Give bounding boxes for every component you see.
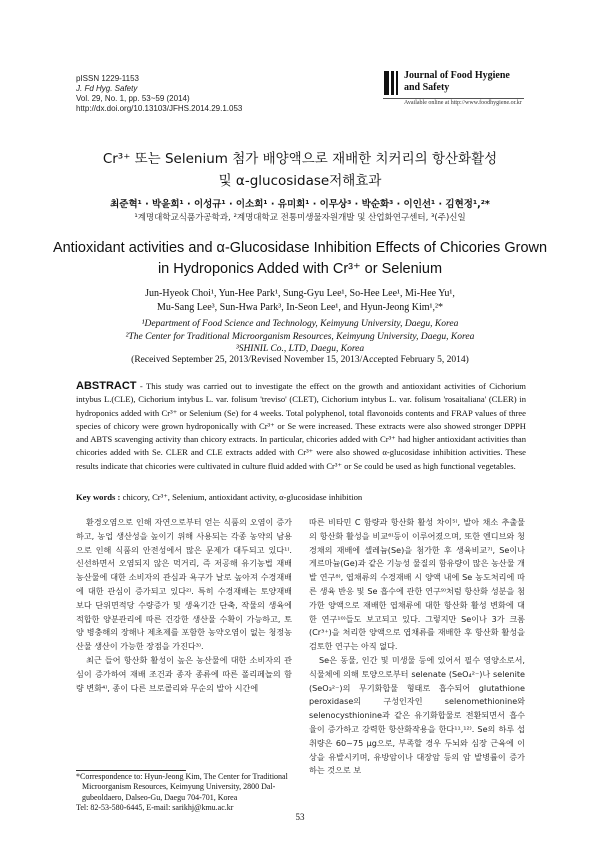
english-affiliations: ¹Department of Food Science and Technology, Keimyung University, Daegu, Korea ²The Center for Traditional Microorganism Resources, Keimyung University, Daegu, Korea ³SHINIL Co., LTD, Daegu, Korea [125,319,475,354]
english-authors: Jun-Hyeok Choi¹, Yun-Hee Park¹, Sung-Gyu Lee¹, So-Hee Lee¹, Mi-Hee Yu¹, Mu-Sang Lee³, Sun-Hwa Park³, In-Seon Lee¹, and Hyun-Jeong Kim¹,²* [145,288,455,313]
volume-info: Vol. 29, No. 1, pp. 53~59 (2014) [76,94,190,103]
keywords-label: Key words : [76,492,121,502]
right-column [309,516,525,778]
journal-logo-icon [383,69,400,97]
received-dates: (Received September 25, 2013/Revised November 15, 2013/Accepted February 5, 2014) [131,355,469,365]
journal-abbrev: J. Fd Hyg. Safety [76,84,138,93]
doi-link[interactable]: http://dx.doi.org/10.13103/JFHS.2014.29.1.053 [76,104,243,113]
abstract [76,380,526,473]
journal-rule [383,98,524,99]
body-paragraph: Se은 동물, 인간 및 미생물 등에 있어서 필수 영양소로서, 식물체에 의해 토양으로부터 selenate (SeO₄²⁻)나 selenite (SeO₃²⁻)의 무기화합물 형태로 흡수되어 glutathione peroxidase의 구성인자인 selenomethionine와 selenocysthionine과 같은 유기화합물로 전환되면서 흡수율이 증가하고 강력한 항산화작용을 한다¹¹,¹²⁾. Se의 하루 섭취량은 60~75 μg으로, 부족할 경우 두뇌와 심장 근육에 이상을 유발시키며, 유방암이나 대장암 등의 암 발병률이 증가하는 것으로 보 [309,654,525,776]
keywords-text: chicory, Cr³⁺, Selenium, antioxidant activity, α-glucosidase inhibition [122,492,363,502]
abstract-heading: ABSTRACT [76,380,137,392]
korean-authors: 최준혁¹ · 박윤희¹ · 이성규¹ · 이소희¹ · 유미희¹ · 이무상³ · 박순화³ · 이인선¹ · 김현정¹,²* [110,199,490,210]
body-paragraph: 최근 들어 항산화 활성이 높은 농산물에 대한 소비자의 관심이 증가하여 재배 조건과 종자 종류에 따른 폴리페놀의 함량 변화⁴⁾, 종이 다른 브로콜리와 무순의 발아 시간에 [76,654,292,693]
english-title: Antioxidant activities and α-Glucosidase Inhibition Effects of Chicories Grown in Hydroponics Added with Cr³⁺ or Selenium [52,240,548,277]
body-paragraph: 환경오염으로 인해 자연으로부터 얻는 식품의 오염이 증가하고, 농업 생산성을 높이기 위해 사용되는 각종 농약의 남용으로 인해 식품의 안전성에서 많은 문제가 대두되고 있다¹⁾. 신선하면서 오염되지 않은 먹거리, 즉 저공해 유기농법 재배농산물에 대한 소비자의 관심과 욕구가 날로 높아져 수경재배에 대한 관심이 증가되고 있다²⁾. 특히 수경재배는 토양재배 보다 단위면적당 수량증가 및 생육기간 단축, 작물의 생육에 적합한 양분관리에 따른 건강한 생산물 수확이 가능하고, 토양 병충해의 장해나 제초제를 포함한 농약오염이 없는 청정농산물 생산이 가능한 장점을 가진다³⁾. [76,517,292,652]
korean-affiliations: ¹계명대학교식품가공학과, ²계명대학교 전통미생물자원개발 및 산업화연구센터, ³(주)신일 [134,213,466,223]
journal-title: Journal of Food Hygiene and Safety [404,70,510,93]
left-column [76,516,292,695]
body-paragraph: 따른 비타민 C 함량과 항산화 활성 차이⁵⁾, 발아 채소 추출물의 항산화 활성을 비교⁶⁾등이 이루어졌으며, 또한 엔디브와 청경채의 재배에 셀레늄(Se)을 첨가한 후 생육비교⁷⁾, Se이나 게르마늄(Ge)과 같은 기능성 물질의 함유량이 많은 농산물 개발 연구⁸⁾, 엽채류의 수경재배 시 양액 내에 Se 농도처리에 따른 생육 반응 및 Se 흡수에 관한 연구⁹⁾처럼 항산화 성분을 첨가한 양액으로 재배한 엽채류에 대한 항산화 활성 변화에 대한 연구¹⁰⁾들도 보고되고 있다. 그렇지만 Se이나 3가 크롬 (Cr³⁺)을 처리한 양액으로 엽채류를 재배한 후 항산화 활성을 검토한 연구는 아직 없다. [309,517,525,652]
footnote-rule [76,770,186,771]
korean-title: Cr³⁺ 또는 Selenium 첨가 배양액으로 재배한 치커리의 항산화활성 및 α-glucosidase저해효과 [102,151,498,189]
page-number: 53 [295,812,305,822]
abstract-body: - This study was carried out to investigate the effect on the growth and antioxidant activities of Cichorium intybus L.(CLE), Cichorium intybus L. var. folisum 'treviso' (CLET), Cichorium intybus L. var. folisum 'rosaitaliana' (CLER) in hydroponics added with Cr³⁺ or Selenium (Se) for 4 weeks. Total polyphenol, total flavonoids contents and FRAP values of three species of chicory were grown hydroponically with Cr³⁺ or Se were increased. These extracts were also showed stronger DPPH and ABTS scavenging activity than chicory extracts. In particular, chicories added with Cr³⁺ had higher antioxidant activities than chicories added with Se. CLER and CLE extracts added with Cr³⁺ were also showed α-glucosidase inhibition activities. These results indicate that chicories were cultivated in culture fluid added with Cr³⁺ or Se could be used as high functional vegetables. [76,381,526,471]
citation-block [76,74,242,114]
correspondence-footnote: *Correspondence to: Hyun-Jeong Kim, The Center for Traditional Microorganism Resources, Keimyung University, 2800 Dal- gubeoldaero, Dalseo-Gu, Daegu 704-701, Korea Tel: 82-53-580-6445, E-mail: sarikhj@kmu.ac.kr [76,772,288,812]
pissn: pISSN 1229-1153 [76,74,140,83]
keywords [76,492,526,503]
journal-online-url[interactable]: Available online at http://www.foodhygiene.or.kr [404,100,522,106]
